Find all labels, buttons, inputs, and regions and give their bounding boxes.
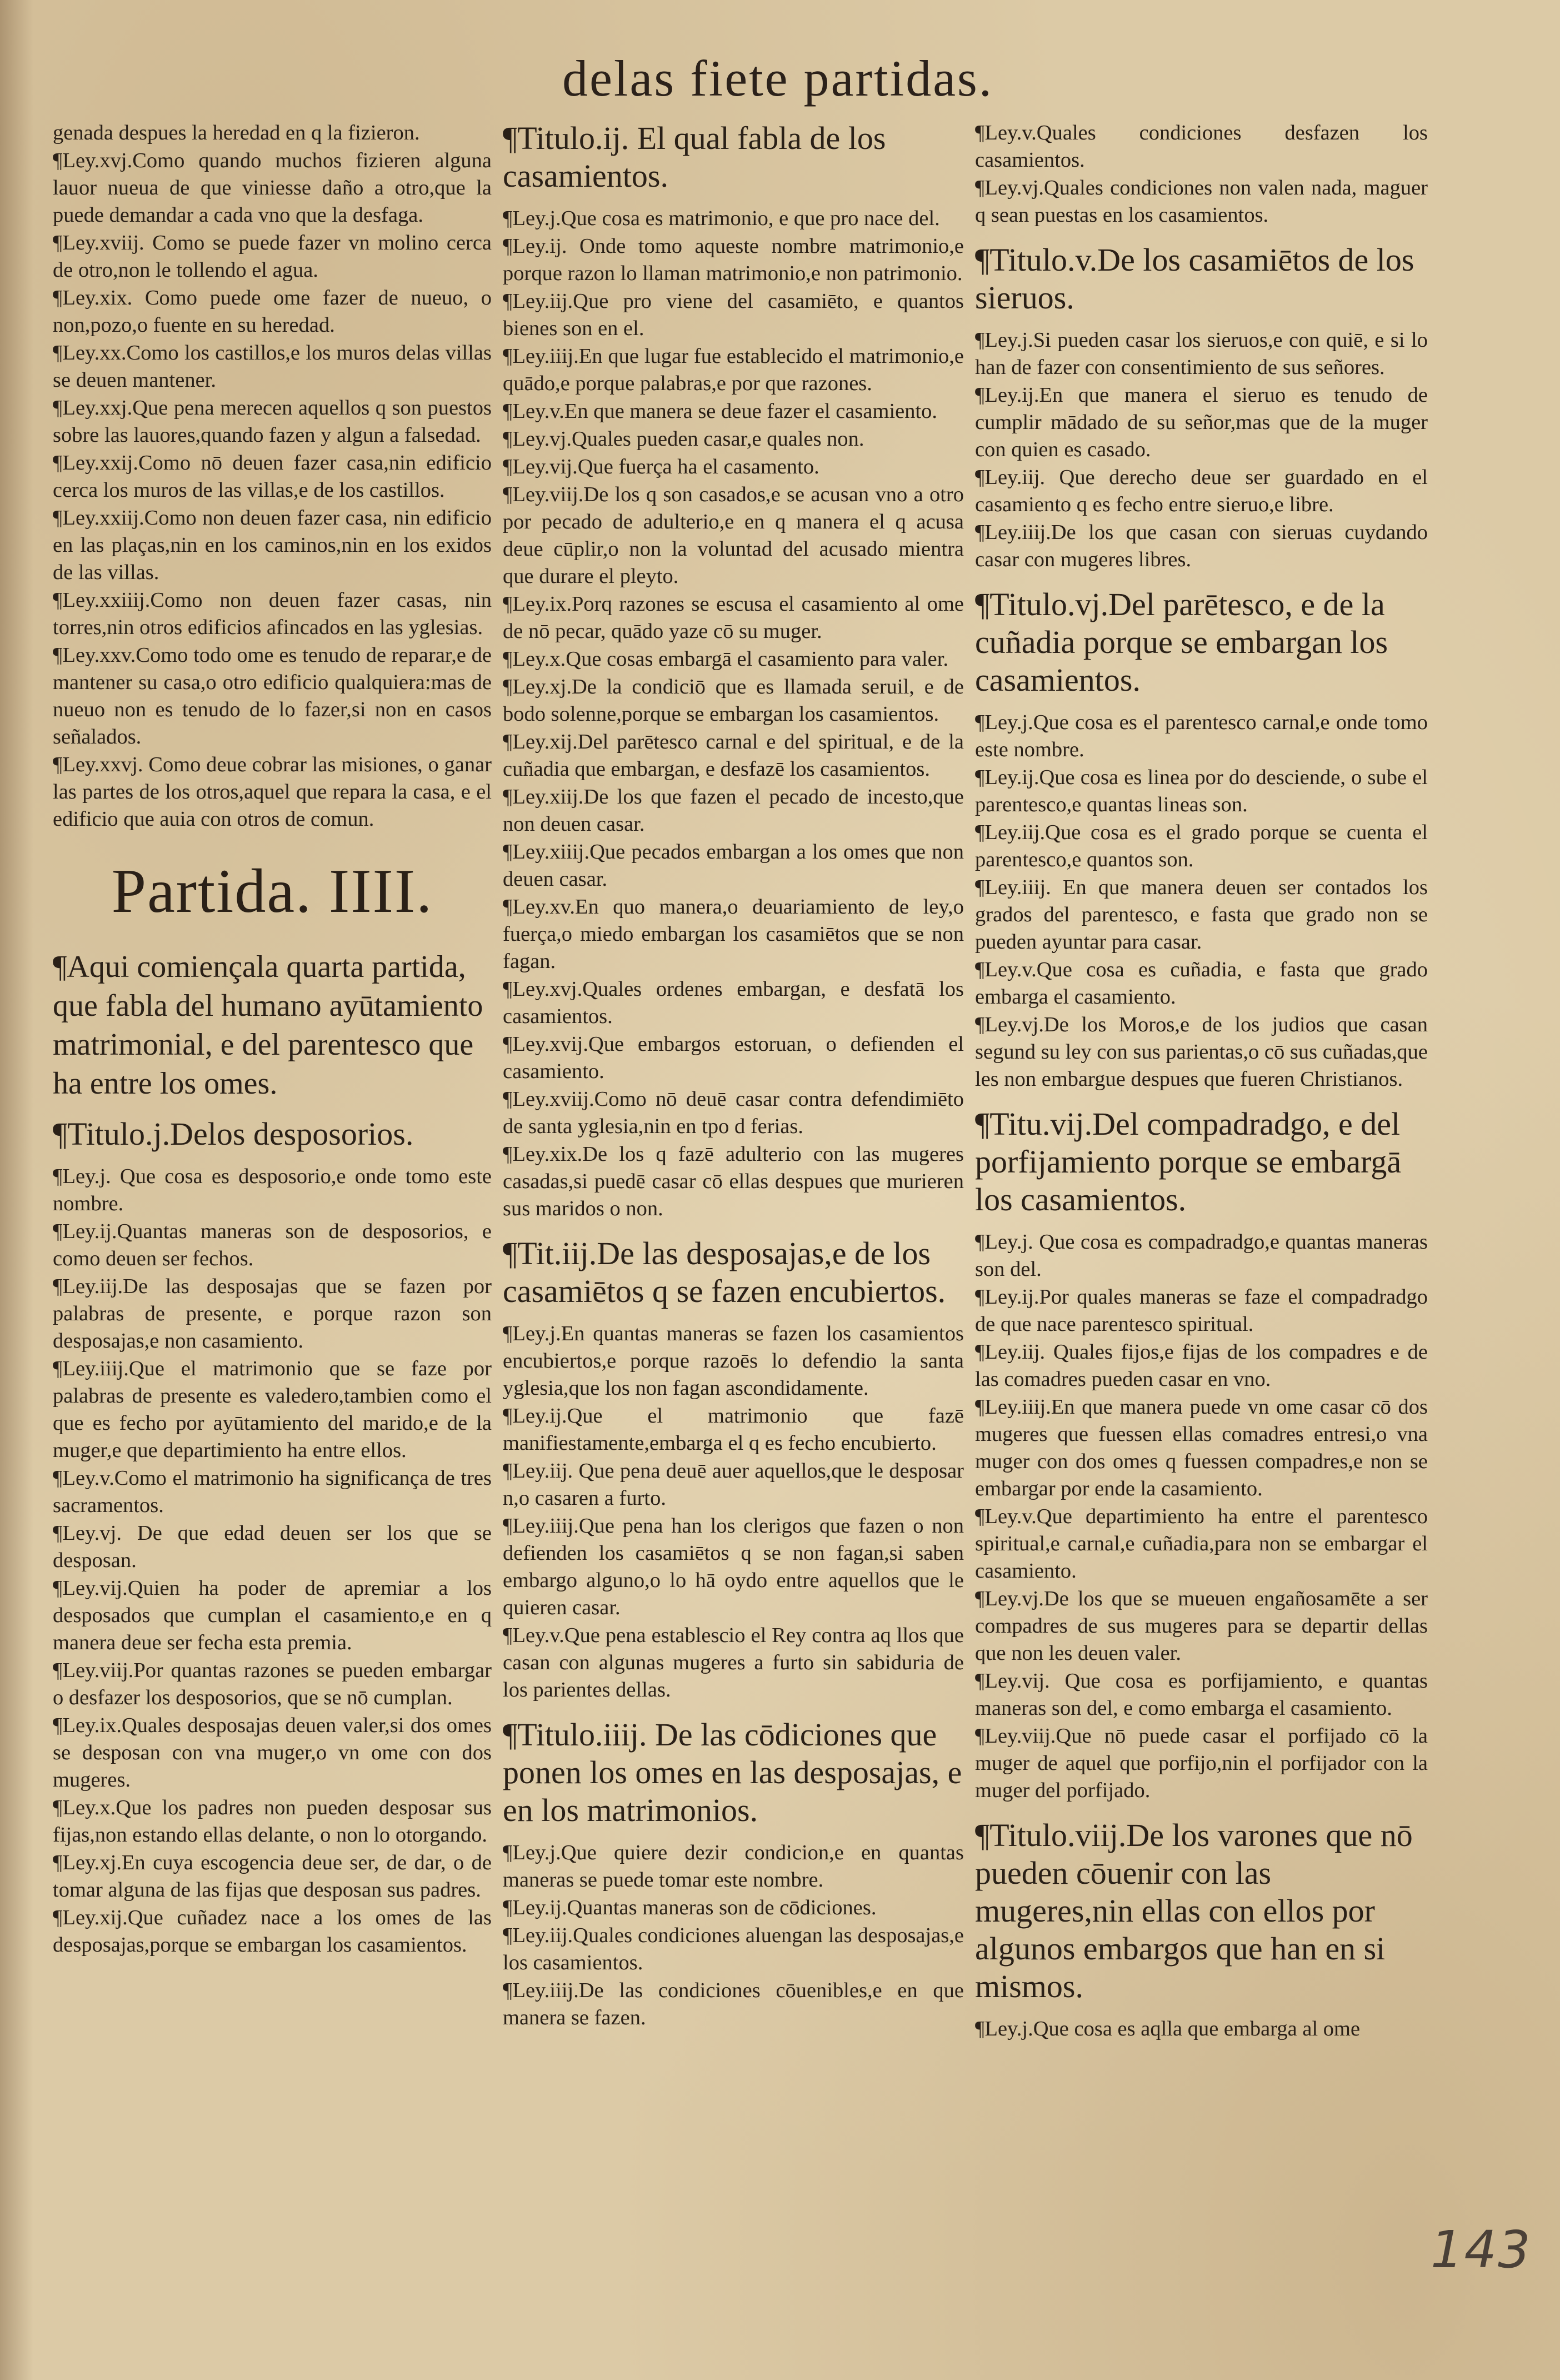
law-entry: ¶Ley.xix. Como puede ome fazer de nueuo, o non,pozo,o fuente en su heredad. xyxy=(53,286,492,337)
law-entry: ¶Ley.xj.De la condiciō que es llamada seruil, e de bodo solenne,porque se embargan los casamientos. xyxy=(503,675,964,726)
running-head: delas fiete partidas. xyxy=(562,50,993,107)
law-entry: ¶Ley.x.Que los padres non pueden desposar sus fijas,non estando ellas delante, o non lo otorgando. xyxy=(53,1796,492,1847)
partida-intro: ¶Aqui comiençala quarta partida, que fabla del humano ayūtamiento matrimonial, e del parentesco que ha entre los omes. xyxy=(53,950,483,1101)
law-entry: ¶Ley.xix.De los q fazē adulterio con las mugeres casadas,si puedē casar cō ellas despues que murieren sus maridos o non. xyxy=(503,1142,964,1220)
folio-number: 143 xyxy=(1431,2220,1532,2279)
law-entry: ¶Ley.vj.Quales pueden casar,e quales non. xyxy=(503,427,864,451)
law-entry: ¶Ley.iij. Que derecho deue ser guardado en el casamiento q es fecho entre sieruo,e libre. xyxy=(975,466,1428,516)
law-entry: ¶Ley.j.Que cosa es el parentesco carnal,e onde tomo este nombre. xyxy=(975,711,1428,761)
law-entry: ¶Ley.j. Que cosa es compadradgo,e quantas maneras son del. xyxy=(975,1230,1428,1281)
law-entry: ¶Ley.iij.De las desposajas que se fazen por palabras de presente, e porque razon son desposajas,e non casamiento. xyxy=(53,1275,492,1353)
law-entry: ¶Ley.j.Que quiere dezir condicion,e en quantas maneras se puede tomar este nombre. xyxy=(503,1841,964,1892)
law-entry: ¶Ley.viij.Que nō puede casar el porfijado cō la muger de aquel que porfijo,nin el porfijador con la muger del porfijado. xyxy=(975,1724,1428,1802)
law-entry: ¶Ley.xviij.Como nō deuē casar contra defendimiēto de santa yglesia,nin en tpo d ferias. xyxy=(503,1087,964,1138)
entries-titulo-5 xyxy=(975,327,1428,573)
law-entry: ¶Ley.xvij.Que embargos estoruan, o defienden el casamiento. xyxy=(503,1032,964,1083)
law-entry: ¶Ley.j.Que cosa es aqlla que embarga al ome xyxy=(975,2017,1361,2040)
law-entry: ¶Ley.xviij. Como se puede fazer vn molino cerca de otro,non le tollendo el agua. xyxy=(53,231,492,282)
law-entry: ¶Ley.ij.Por quales maneras se faze el compadradgo de que nace parentesco spiritual. xyxy=(975,1285,1428,1336)
law-entry: ¶Ley.xv.En quo manera,o deuariamiento de ley,o fuerça,o miedo embargan los casamiētos que se non fagan. xyxy=(503,895,964,973)
law-entry: ¶Ley.iij.Que pro viene del casamiēto, e quantos bienes son en el. xyxy=(503,290,964,340)
titulo-7-heading: ¶Titu.vij.Del compadradgo, e del porfijamiento porque se embargā los casamientos. xyxy=(975,1106,1402,1218)
law-entry: ¶Ley.ij.Que cosa es linea por do desciende, o sube el parentesco,e quantas lineas son. xyxy=(975,766,1428,816)
law-entry: ¶Ley.v.Como el matrimonio ha significança de tres sacramentos. xyxy=(53,1466,492,1517)
law-entry: ¶Ley.x.Que cosas embargā el casamiento para valer. xyxy=(503,647,949,671)
law-entry: ¶Ley.vj. De que edad deuen ser los que se desposan. xyxy=(53,1521,492,1572)
law-entry: ¶Ley.iij. Quales fijos,e fijas de los compadres e de las comadres pueden casar en vno. xyxy=(975,1340,1428,1391)
law-entry: ¶Ley.vj.De los Moros,e de los judios que casan segund su ley con sus parientas,o cō sus cuñadas,que les non embargue despues que fueren Christianos. xyxy=(975,1013,1428,1091)
law-entry: ¶Ley.iiij.De los que casan con sieruas cuydando casar con mugeres libres. xyxy=(975,521,1428,571)
law-entry: ¶Ley.xij.Del parētesco carnal e del spiritual, e de la cuñadia que embargan, e desfazē los casamientos. xyxy=(503,730,964,781)
law-entry: ¶Ley.j.En quantas maneras se fazen los casamientos encubiertos,e porque razoēs lo defendio la santa yglesia,que los non fagan ascondidamente. xyxy=(503,1322,964,1400)
law-entry: ¶Ley.iij.Quales condiciones aluengan las desposajas,e los casamientos. xyxy=(503,1924,964,1974)
law-entry: ¶Ley.iiij.En que manera puede vn ome casar cō dos mugeres que fuessen ellas comadres entresi,o vna muger con dos omes q fuessen compadres,e non se embargar por ende la casamiento. xyxy=(975,1395,1428,1500)
law-entry: ¶Ley.xvj.Como quando muchos fizieren alguna lauor nueua de que viniesse daño a otro,que la puede demandar a cada vno que la desfaga. xyxy=(53,149,492,227)
titulo-5-heading: ¶Titulo.v.De los casamiētos de los sieruos. xyxy=(975,242,1414,316)
law-entry: ¶Ley.v.Que cosa es cuñadia, e fasta que grado embarga el casamiento. xyxy=(975,958,1428,1009)
law-entry: ¶Ley.xxiij.Como non deuen fazer casa, nin edificio en las plaças,nin en los caminos,nin en los exidos de las villas. xyxy=(53,506,492,584)
law-entry: ¶Ley.v.En que manera se deue fazer el casamiento. xyxy=(503,400,938,423)
entries-titulo-1 xyxy=(53,1163,492,1959)
law-entry: ¶Ley.xij.Que cuñadez nace a los omes de las desposajas,porque se embargan los casamientos. xyxy=(53,1906,492,1957)
titulo-8-heading: ¶Titulo.viij.De los varones que nō pueden cōuenir con las mugeres,nin ellas con ellos por algunos embargos que han en si mismos. xyxy=(975,1817,1413,2004)
law-entry: ¶Ley.xxj.Que pena merecen aquellos q son puestos sobre las lauores,quando fazen y algun a falsedad. xyxy=(53,396,492,447)
law-entry: ¶Ley.v.Que departimiento ha entre el parentesco spiritual,e carnal,e cuñadia,para non se embargar el casamiento. xyxy=(975,1505,1428,1583)
law-entry: ¶Ley.ix.Quales desposajas deuen valer,si dos omes se desposan con vna muger,o vn ome con dos mugeres. xyxy=(53,1714,492,1792)
titulo-2-heading: ¶Titulo.ij. El qual fabla de los casamientos. xyxy=(503,120,886,194)
law-entry: ¶Ley.j.Que cosa es matrimonio, e que pro nace del. xyxy=(503,207,940,230)
law-entry: ¶Ley.xxiiij.Como non deuen fazer casas, nin torres,nin otros edificios afincados en las yglesias. xyxy=(53,588,492,639)
titulo-3-heading: ¶Tit.iij.De las desposajas,e de los casamiētos q se fazen encubiertos. xyxy=(503,1235,946,1309)
titulo-4-heading: ¶Titulo.iiij. De las cōdiciones que ponen los omes en las desposajas, e en los matrimonios. xyxy=(503,1717,962,1828)
law-entry: ¶Ley.vij.Que fuerça ha el casamento. xyxy=(503,455,819,478)
law-entry: ¶Ley.iij. Que pena deuē auer aquellos,que le desposar n,o casaren a furto. xyxy=(503,1459,964,1510)
entries-titulo-2 xyxy=(503,205,964,1223)
entries-titulo-7 xyxy=(975,1229,1428,1804)
law-entry: ¶Ley.iiij.Que pena han los clerigos que fazen o non defienden los casamiētos q se non fagan,si saben embargo alguno,o lo hā oydo entre aquellos que le quieren casar. xyxy=(503,1514,964,1619)
law-entry: ¶Ley.ij.En que manera el sieruo es tenudo de cumplir mādado de su señor,mas que de la muger con quien es casado. xyxy=(975,383,1428,461)
law-entry: ¶Ley.xj.En cuya escogencia deue ser, de dar, o de tomar alguna de las fijas que desposan sus padres. xyxy=(53,1851,492,1902)
column-middle xyxy=(503,119,964,2032)
law-entry: ¶Ley.iiij. En que manera deuen ser contados los grados del parentesco, e fasta que grado non se pueden ayuntar para casar. xyxy=(975,876,1428,954)
law-entry: ¶Ley.xx.Como los castillos,e los muros delas villas se deuen mantener. xyxy=(53,341,492,392)
law-entry: ¶Ley.vij. Que cosa es porfijamiento, e quantas maneras son del, e como embarga el casamiento. xyxy=(975,1669,1428,1720)
law-entry: ¶Ley.ij.Quantas maneras son de cōdiciones. xyxy=(503,1896,877,1919)
entries-top xyxy=(53,119,492,833)
law-entry: ¶Ley.xiiij.Que pecados embargan a los omes que non deuen casar. xyxy=(503,840,964,891)
law-entry: ¶Ley.xvj.Quales ordenes embargan, e desfatā los casamientos. xyxy=(503,977,964,1028)
titulo-1-heading: ¶Titulo.j.Delos desposorios. xyxy=(53,1116,414,1152)
law-entry: ¶Ley.j. Que cosa es desposorio,e onde tomo este nombre. xyxy=(53,1165,492,1215)
law-entry: ¶Ley.xxvj. Como deue cobrar las misiones, o ganar las partes de los otros,aquel que repara la casa, e el edificio que auia con otros de comun. xyxy=(53,753,492,831)
law-entry: ¶Ley.v.Quales condiciones desfazen los casamientos. xyxy=(975,121,1428,172)
law-entry: genada despues la heredad en q la fizieron. xyxy=(53,121,420,144)
law-entry: ¶Ley.v.Que pena establescio el Rey contra aq llos que casan con algunas mugeres a furto sin sabiduria de los parientes dellas. xyxy=(503,1624,964,1702)
entries-titulo-3 xyxy=(503,1320,964,1704)
law-entry: ¶Ley.iij.Que cosa es el grado porque se cuenta el parentesco,e quantos son. xyxy=(975,821,1428,871)
law-entry: ¶Ley.ij.Quantas maneras son de desposorios, e como deuen ser fechos. xyxy=(53,1220,492,1270)
entries-titulo-4 xyxy=(503,1839,964,2032)
law-entry: ¶Ley.ix.Porq razones se escusa el casamiento al ome de nō pecar, quādo yaze cō su muger. xyxy=(503,592,964,643)
law-entry: ¶Ley.ij.Que el matrimonio que fazē manifiestamente,embarga el q es fecho encubierto. xyxy=(503,1404,964,1455)
law-entry: ¶Ley.vj.De los que se mueuen engañosamēte a ser compadres de sus mugeres para se departir dellas que non les deuen valer. xyxy=(975,1587,1428,1665)
law-entry: ¶Ley.xxv.Como todo ome es tenudo de reparar,e de mantener su casa,o otro edificio qualquiera:mas de nueuo non es tenudo de lo fazer,si non en casos señalados. xyxy=(53,643,492,749)
law-entry: ¶Ley.viij.Por quantas razones se pueden embargar o desfazer los desposorios, que se nō cumplan. xyxy=(53,1659,492,1709)
law-entry: ¶Ley.iiij.De las condiciones cōuenibles,e en que manera se fazen. xyxy=(503,1979,964,2029)
law-entry: ¶Ley.j.Si pueden casar los sieruos,e con quiē, e si lo han de fazer con consentimiento de sus señores. xyxy=(975,328,1428,379)
law-entry: ¶Ley.vij.Quien ha poder de apremiar a los desposados que cumplan el casamiento,e en q manera deue ser fecha esta premia. xyxy=(53,1576,492,1654)
entries-titulo-4-cont xyxy=(975,119,1428,229)
law-entry: ¶Ley.ij. Onde tomo aqueste nombre matrimonio,e porque razon lo llaman matrimonio,e non patrimonio. xyxy=(503,234,964,285)
column-right xyxy=(975,119,1428,2043)
law-entry: ¶Ley.xxij.Como nō deuen fazer casa,nin edificio cerca los muros de las villas,e de los castillos. xyxy=(53,451,492,502)
entries-titulo-8 xyxy=(975,2015,1428,2043)
law-entry: ¶Ley.viij.De los q son casados,e se acusan vno a otro por pecado de adulterio,e en q manera el q acusa deue cūplir,o non la voluntad del acusado mientra que durare el pleyto. xyxy=(503,483,964,588)
law-entry: ¶Ley.iiij.En que lugar fue establecido el matrimonio,e quādo,e porque palabras,e por que razones. xyxy=(503,345,964,395)
law-entry: ¶Ley.iiij.Que el matrimonio que se faze por palabras de presente es valedero,tambien como el que es fecho por ayūtamiento del marido,e de la muger,e que departimiento ha entre ellos. xyxy=(53,1357,492,1462)
law-entry: ¶Ley.xiij.De los que fazen el pecado de incesto,que non deuen casar. xyxy=(503,785,964,836)
entries-titulo-6 xyxy=(975,709,1428,1093)
law-entry: ¶Ley.vj.Quales condiciones non valen nada, maguer q sean puestas en los casamientos. xyxy=(975,176,1428,227)
partida-heading: Partida. IIII. xyxy=(111,857,433,926)
titulo-6-heading: ¶Titulo.vj.Del parētesco, e de la cuñadia porque se embargan los casamientos. xyxy=(975,586,1388,698)
column-left xyxy=(53,119,492,1959)
